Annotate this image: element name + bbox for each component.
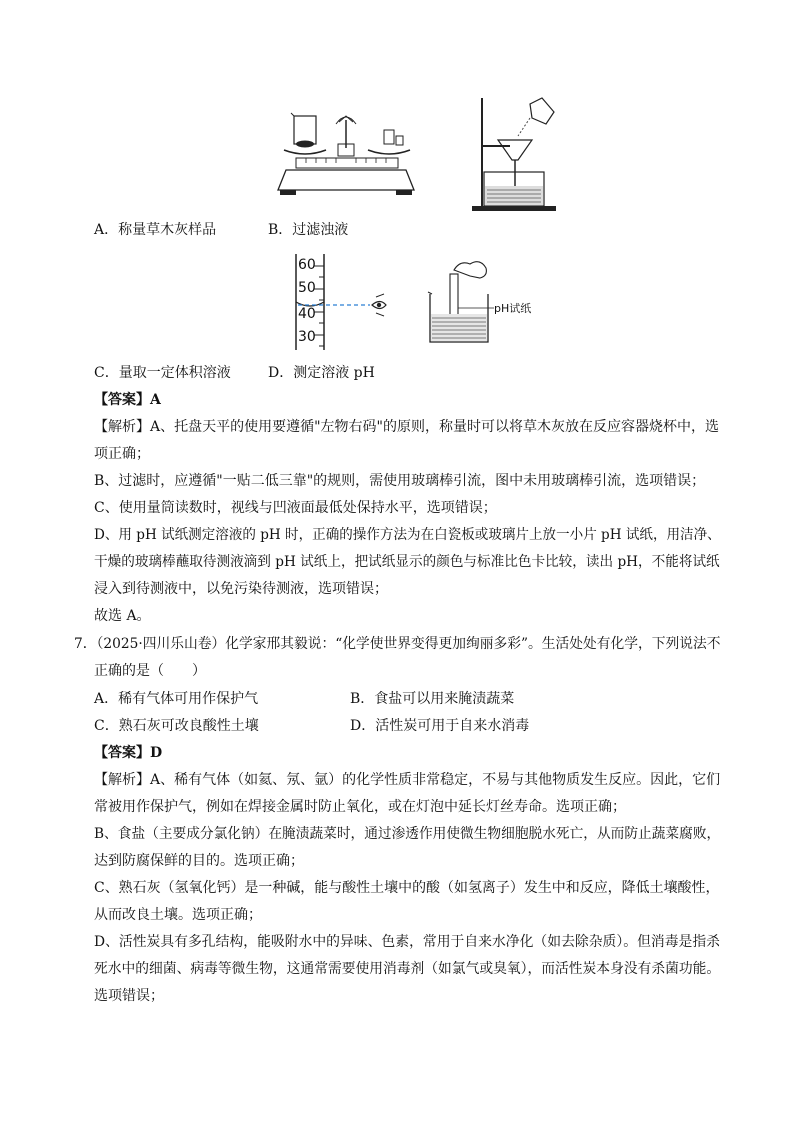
q7-stem: 7．（2025·四川乐山卷）化学家邢其毅说：“化学使世界变得更加绚丽多彩”。生活处处有化学，下列说法不 [74, 636, 721, 652]
q7-answer: 【答案】D [94, 745, 163, 761]
cylinder-tick-50: 50 [298, 280, 316, 296]
q7-analysis-line: C、熟石灰（氢氧化钙）是一种碱，能与酸性土壤中的酸（如氢离子）发生中和反应，降低土壤酸性， [94, 880, 720, 896]
q6-answer: 【答案】A [94, 392, 161, 408]
q6-option-b: B．过滤浊液 [268, 222, 349, 238]
q7-option-a: A．稀有气体可用作保护气 [94, 691, 259, 707]
q7-analysis-line: D、活性炭具有多孔结构，能吸附水中的异味、色素，常用于自来水净化（如去除杂质）。但消毒是指杀 [94, 934, 720, 950]
filtration-figure [470, 96, 560, 212]
balance-figure [276, 108, 416, 198]
q6-analysis-line: 【解析】A、托盘天平的使用要遵循"左物右码"的原则，称量时可以将草木灰放在反应容器烧杯中，选 [94, 419, 719, 435]
q6-analysis-line: B、过滤时，应遵循"一贴二低三靠"的规则，需使用玻璃棒引流，图中未用玻璃棒引流，选项错误； [94, 473, 706, 489]
cylinder-tick-60: 60 [298, 257, 316, 273]
q7-option-d: D．活性炭可用于自来水消毒 [350, 718, 530, 734]
q6-option-a: A．称量草木灰样品 [94, 222, 217, 238]
ph-test-drawing [426, 256, 556, 348]
q7-analysis-line: 死水中的细菌、病毒等微生物，这通常需要使用消毒剂（如氯气或臭氧），而活性炭本身没有杀菌功能。 [94, 961, 721, 977]
q7-analysis-line: 常被用作保护气，例如在焊接金属时防止氧化，或在灯泡中延长灯丝寿命。选项正确； [94, 799, 626, 815]
q7-analysis-line: 【解析】A、稀有气体（如氦、氖、氩）的化学性质非常稳定，不易与其他物质发生反应。因此，它们 [94, 772, 721, 788]
q7-analysis-line: 从而改良土壤。选项正确； [94, 907, 262, 923]
q7-stem: 正确的是（ ） [94, 663, 206, 679]
cylinder-figure [290, 252, 400, 352]
q6-option-c: C．量取一定体积溶液 [94, 365, 231, 381]
q6-analysis-line: C、使用量筒读数时，视线与凹液面最低处保持水平，选项错误； [94, 500, 497, 516]
cylinder-tick-40: 40 [298, 306, 316, 322]
q7-analysis-line: B、食盐（主要成分氯化钠）在腌渍蔬菜时，通过渗透作用使微生物细胞脱水死亡，从而防止蔬菜腐败， [94, 826, 721, 842]
ph-paper-label: pH试纸 [494, 302, 532, 315]
q7-option-b: B．食盐可以用来腌渍蔬菜 [350, 691, 515, 707]
q6-analysis-line: 浸入到待测液中，以免污染待测液，选项错误； [94, 581, 388, 597]
ph-test-figure [426, 256, 556, 348]
q6-option-d: D．测定溶液 pH [268, 365, 375, 381]
q7-analysis-line: 选项错误； [94, 988, 164, 1004]
q6-analysis-line: 项正确； [94, 446, 150, 462]
q7-option-c: C．熟石灰可改良酸性土壤 [94, 718, 259, 734]
cylinder-tick-30: 30 [298, 329, 316, 345]
q6-analysis-line: 故选 A。 [94, 608, 151, 624]
q7-analysis-line: 达到防腐保鲜的目的。选项正确； [94, 853, 304, 869]
q6-analysis-line: 干燥的玻璃棒蘸取待测液滴到 pH 试纸上，把试纸显示的颜色与标准比色卡比较，读出 pH，不能将试纸 [94, 554, 720, 570]
q6-analysis-line: D、用 pH 试纸测定溶液的 pH 时，正确的操作方法为在白瓷板或玻璃片上放一小片 pH 试纸，用洁净、 [94, 527, 721, 543]
